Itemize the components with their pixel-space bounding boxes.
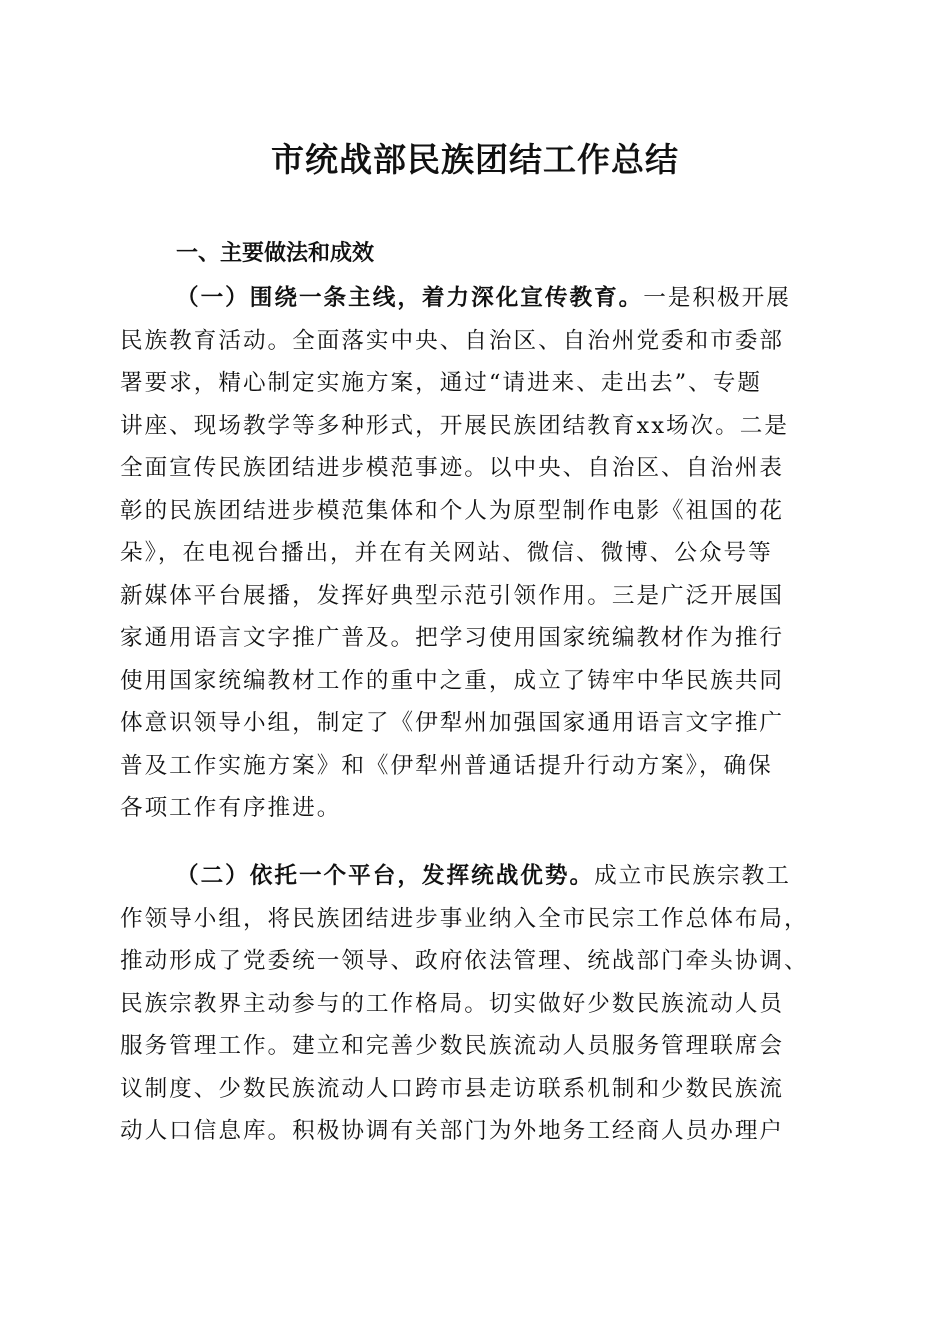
paragraph-line: 家通用语言文字推广普及。把学习使用国家统编教材作为推行	[120, 625, 785, 651]
section-heading: 一、主要做法和成效	[176, 241, 375, 266]
paragraph-line: 体意识领导小组，制定了《伊犁州加强国家通用语言文字推广	[120, 710, 785, 736]
document-title: 市统战部民族团结工作总结	[271, 140, 679, 179]
paragraph-line: 使用国家统编教材工作的重中之重，成立了铸牢中华民族共同	[120, 667, 785, 694]
paragraph-1-line-1-text: 一是积极开展	[643, 285, 791, 311]
paragraph-line: 各项工作有序推进。	[120, 795, 342, 821]
paragraph-line: 朵》，在电视台播出，并在有关网站、微信、微博、公众号等	[120, 540, 773, 566]
paragraph-2-line-1-text: 成立市民族宗教工	[594, 863, 791, 889]
paragraph-line: 议制度、少数民族流动人口跨市县走访联系机制和少数民族流	[120, 1075, 785, 1102]
paragraph-line: 服务管理工作。建立和完善少数民族流动人员服务管理联席会	[120, 1033, 785, 1059]
paragraph-2	[120, 855, 828, 1153]
paragraph-2-line-1	[120, 855, 828, 898]
paragraph-1-lead: （一）围绕一条主线，着力深化宣传教育。	[176, 285, 644, 311]
paragraph-1	[120, 277, 828, 830]
paragraph-line: 讲座、现场教学等多种形式，开展民族团结教育xx场次。二是	[120, 412, 789, 439]
paragraph-line: 民族宗教界主动参与的工作格局。切实做好少数民族流动人员	[120, 990, 785, 1017]
paragraph-line: 作领导小组，将民族团结进步事业纳入全市民宗工作总体布局，	[120, 905, 809, 932]
paragraph-1-line-1	[120, 277, 828, 320]
paragraph-line: 新媒体平台展播，发挥好典型示范引领作用。三是广泛开展国	[120, 582, 785, 609]
paragraph-2-lead: （二）依托一个平台，发挥统战优势。	[176, 863, 595, 889]
paragraph-line: 推动形成了党委统一领导、政府依法管理、统战部门牵头协调、	[120, 948, 809, 974]
paragraph-line: 彰的民族团结进步模范集体和个人为原型制作电影《祖国的花	[120, 497, 785, 524]
paragraph-line: 全面宣传民族团结进步模范事迹。以中央、自治区、自治州表	[120, 455, 785, 481]
paragraph-line: 动人口信息库。积极协调有关部门为外地务工经商人员办理户	[120, 1118, 785, 1144]
paragraph-line: 署要求，精心制定实施方案，通过“请进来、走出去”、专题	[120, 370, 762, 396]
paragraph-line: 民族教育活动。全面落实中央、自治区、自治州党委和市委部	[120, 327, 785, 354]
paragraph-line: 普及工作实施方案》和《伊犁州普通话提升行动方案》，确保	[120, 752, 773, 779]
